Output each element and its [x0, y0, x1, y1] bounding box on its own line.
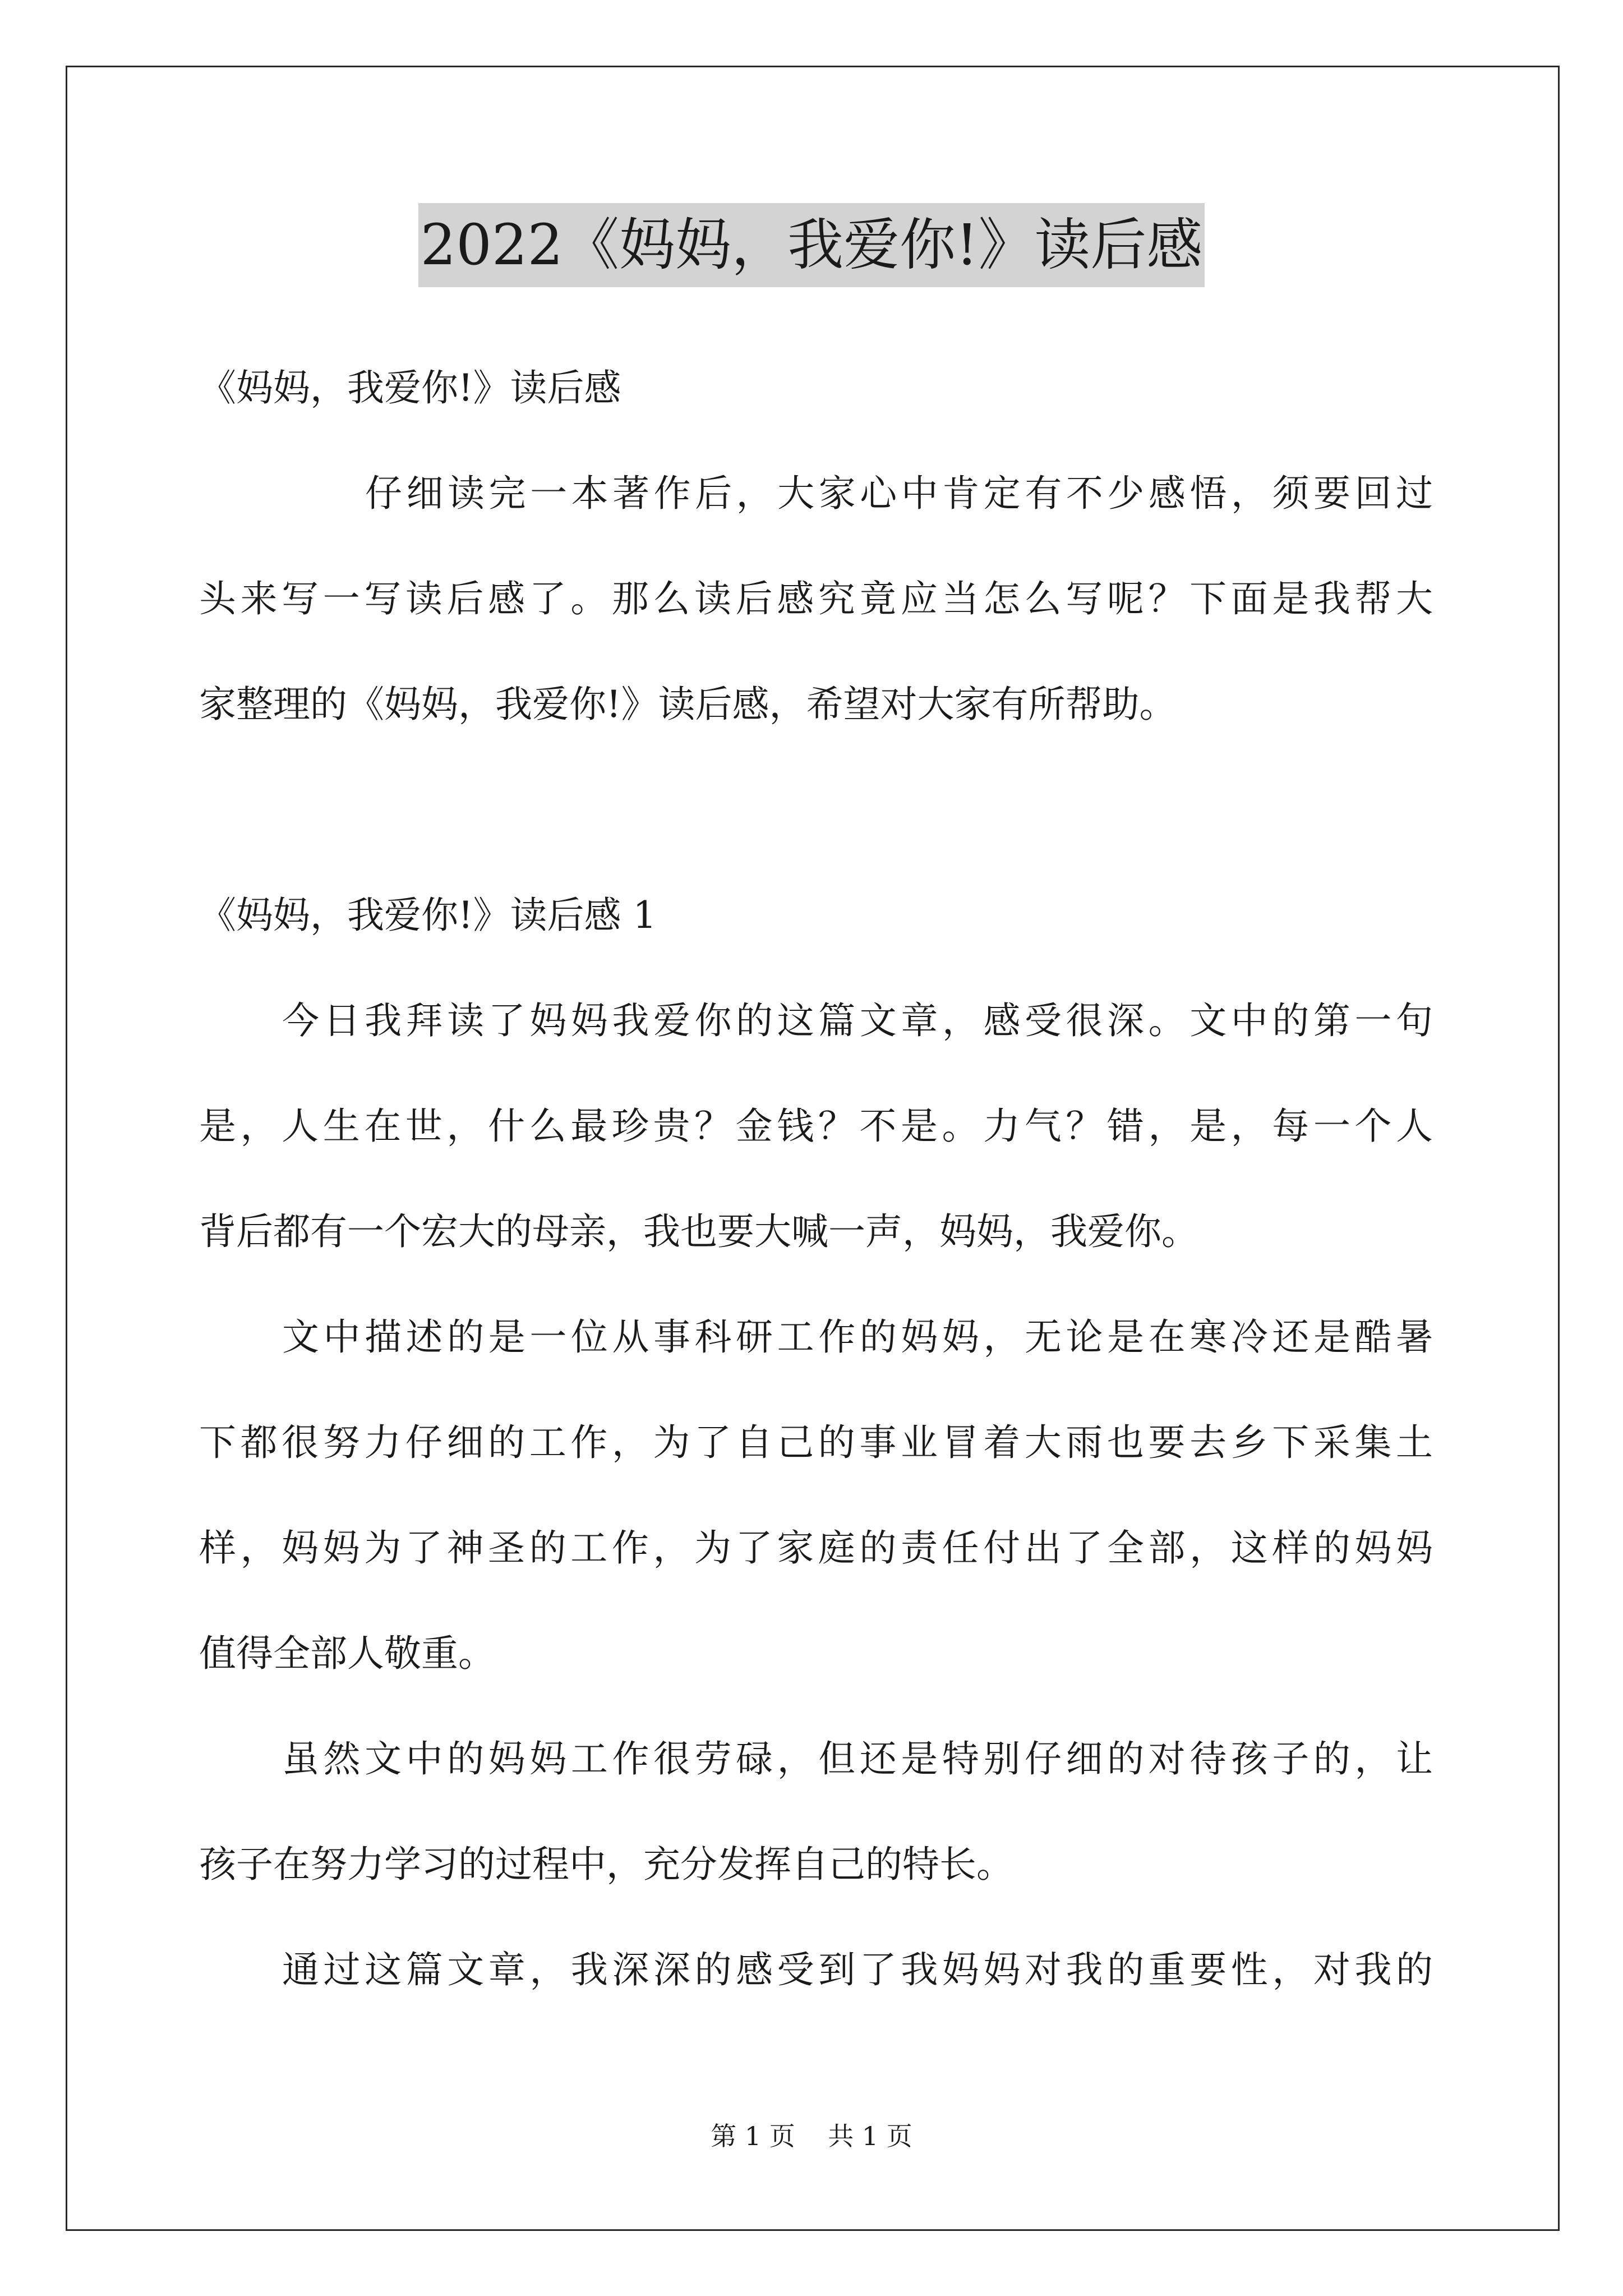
- paragraph-2-line-3: 样，妈妈为了神圣的工作，为了家庭的责任付出了全部，这样的妈妈: [199, 1526, 1433, 1570]
- paragraph-4-line-1: 通过这篇文章，我深深的感受到了我妈妈对我的重要性，对我的: [282, 1948, 1433, 1991]
- paragraph-1-line-3: 背后都有一个宏大的母亲，我也要大喊一声，妈妈，我爱你。: [199, 1210, 1198, 1253]
- blank-line: [199, 757, 1433, 863]
- document-title: 2022《妈妈，我爱你!》读后感: [418, 203, 1205, 287]
- paragraph-3-line-1: 虽然文中的妈妈工作很劳碌，但还是特别仔细的对待孩子的，让: [282, 1737, 1433, 1780]
- title-container: [0, 203, 1623, 287]
- intro-line-1: 仔细读完一本著作后，大家心中肯定有不少感悟，须要回过: [365, 472, 1433, 515]
- section-heading: 《妈妈，我爱你!》读后感: [199, 366, 621, 409]
- paragraph-2-line-2: 下都很努力仔细的工作，为了自己的事业冒着大雨也要去乡下采集土: [199, 1421, 1433, 1464]
- paragraph-2-line-1: 文中描述的是一位从事科研工作的妈妈，无论是在寒冷还是酷暑: [282, 1315, 1433, 1359]
- document-body: [199, 335, 1433, 2023]
- page-footer: 第 1 页 共 1 页: [711, 2121, 912, 2151]
- paragraph-1-line-1: 今日我拜读了妈妈我爱你的这篇文章，感受很深。文中的第一句: [282, 999, 1433, 1042]
- intro-line-2: 头来写一写读后感了。那么读后感究竟应当怎么写呢？下面是我帮大: [199, 577, 1433, 620]
- essay-heading: 《妈妈，我爱你!》读后感 1: [199, 894, 657, 937]
- paragraph-3-line-2: 孩子在努力学习的过程中，充分发挥自己的特长。: [199, 1843, 1013, 1886]
- paragraph-1-line-2: 是，人生在世，什么最珍贵？金钱？不是。力气？错，是，每一个人: [199, 1105, 1433, 1148]
- intro-line-3: 家整理的《妈妈，我爱你!》读后感，希望对大家有所帮助。: [199, 683, 1177, 726]
- paragraph-2-line-4: 值得全部人敬重。: [199, 1632, 495, 1675]
